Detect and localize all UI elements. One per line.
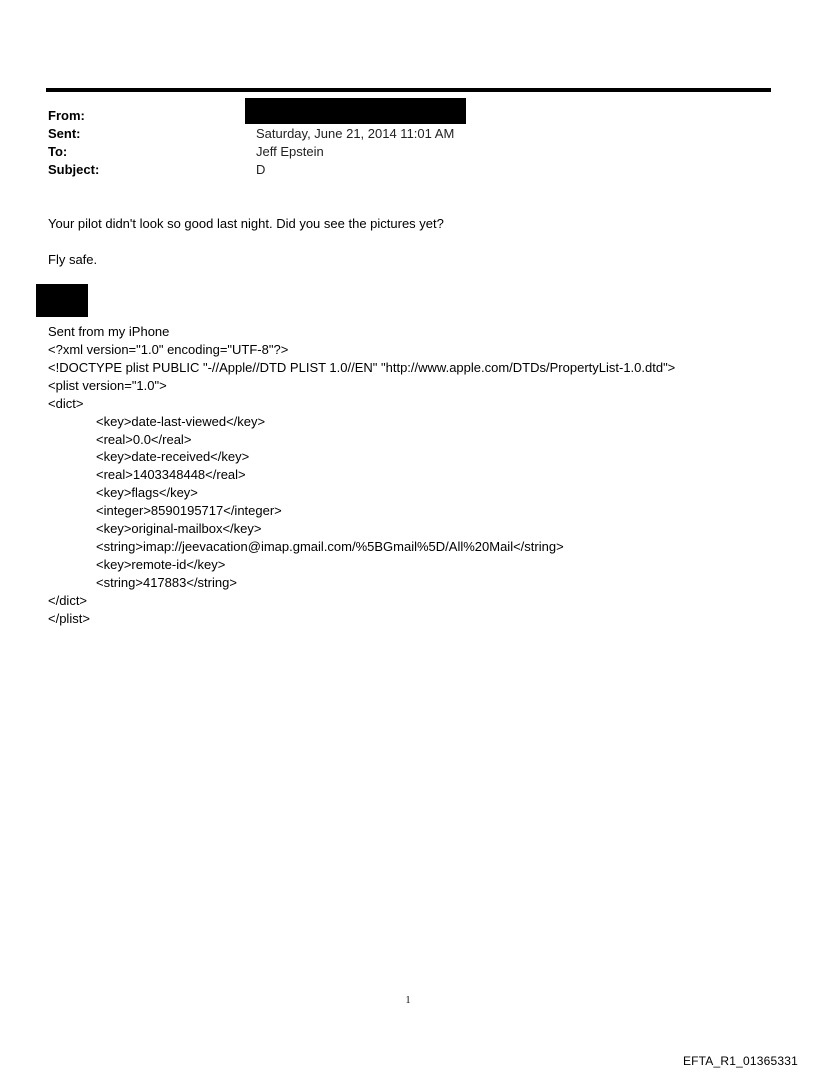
plist-line: <key>date-last-viewed</key> — [96, 413, 266, 429]
plist-line: <plist version="1.0"> — [48, 377, 167, 393]
plist-line: <string>imap://jeevacation@imap.gmail.com/%5BGmail%5D/All%20Mail</string> — [96, 538, 564, 554]
message-line-2: Fly safe. — [48, 252, 98, 267]
plist-line: <string>417883</string> — [96, 574, 237, 590]
plist-line: <key>original-mailbox</key> — [96, 521, 262, 537]
subject-label: Subject: — [48, 162, 100, 177]
sent-from-signature: Sent from my iPhone — [48, 324, 170, 339]
subject-value: D — [256, 162, 266, 177]
to-value: Jeff Epstein — [256, 144, 324, 159]
plist-line: <real>0.0</real> — [96, 431, 192, 447]
plist-line: <!DOCTYPE plist PUBLIC "-//Apple//DTD PLIST 1.0//EN" "http://www.apple.com/DTDs/PropertyList-1.0.dtd"> — [48, 359, 676, 375]
plist-line: </plist> — [48, 610, 90, 626]
plist-line: <dict> — [48, 395, 84, 411]
plist-line: <key>flags</key> — [96, 485, 198, 501]
sent-label: Sent: — [48, 126, 81, 141]
bates-number: EFTA_R1_01365331 — [682, 1054, 798, 1068]
from-redaction — [245, 98, 466, 124]
page-number: 1 — [405, 995, 411, 1006]
to-label: To: — [48, 144, 68, 159]
message-line-1: Your pilot didn't look so good last night. Did you see the pictures yet? — [48, 216, 444, 231]
plist-line: <key>date-received</key> — [96, 449, 250, 465]
plist-line: <?xml version="1.0" encoding="UTF-8"?> — [48, 342, 289, 357]
signature-redaction — [36, 284, 88, 317]
plist-block — [48, 341, 675, 628]
plist-line: <key>remote-id</key> — [96, 556, 226, 572]
from-label: From: — [48, 108, 85, 123]
plist-line: <integer>8590195717</integer> — [96, 503, 282, 519]
header-rule — [46, 88, 771, 92]
plist-line: </dict> — [48, 592, 88, 608]
sent-value: Saturday, June 21, 2014 11:01 AM — [256, 126, 455, 141]
plist-line: <real>1403348448</real> — [96, 467, 246, 483]
